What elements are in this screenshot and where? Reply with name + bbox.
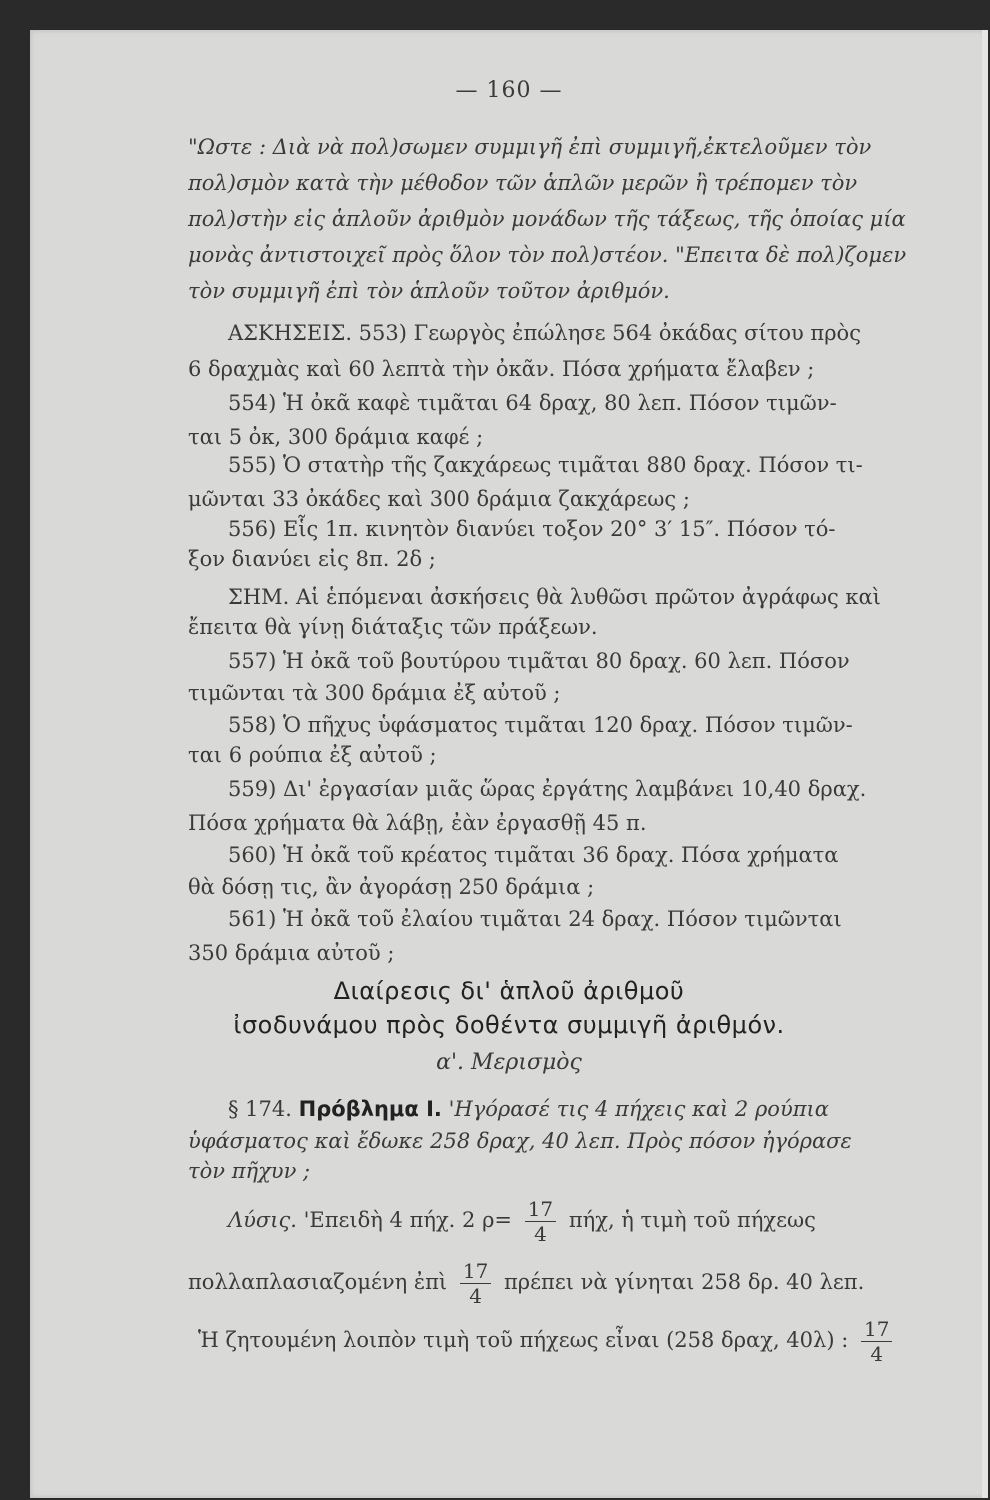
section-heading-line2: ἰσοδυνάμου πρὸς δοθέντα συμμιγῆ ἀριθμόν.: [233, 1011, 785, 1039]
exercise-line: 559) Δι' ἐργασίαν μιᾶς ὥρας ἐργάτης λαμβάνει 10,40 δραχ.: [228, 777, 867, 801]
problem-text: 'Ηγόρασέ τις 4 πήχεις καὶ 2 ρούπια: [448, 1097, 829, 1121]
section-number: § 174.: [228, 1097, 292, 1121]
fraction-numerator: 17: [462, 1259, 489, 1283]
fraction-numerator: 17: [863, 1317, 890, 1341]
fraction: [460, 1261, 491, 1306]
exercise-line: 557) Ἡ ὀκᾶ τοῦ βουτύρου τιμᾶται 80 δραχ. 60 λεπ. Πόσον: [228, 649, 850, 673]
section-heading-line1: Διαίρεσις δι' ἁπλοῦ ἀριθμοῦ: [333, 977, 685, 1005]
exercise-line: 558) Ὁ πῆχυς ὑφάσματος τιμᾶται 120 δραχ. Πόσον τιμῶν-: [228, 713, 853, 737]
exercise-line: ται 5 ὀκ, 300 δράμια καφέ ;: [188, 425, 484, 449]
exercise-line: 6 δραχμὰς καὶ 60 λεπτὰ τὴν ὀκᾶν. Πόσα χρήματα ἔλαβεν ;: [188, 357, 815, 381]
page-content: [30, 30, 988, 1498]
intro-line: πολ)σμὸν κατὰ τὴν μέθοδον τῶν ἁπλῶν μερῶν ἢ τρέπομεν τὸν: [188, 171, 858, 195]
intro-line: τὸν συμμιγῆ ἐπὶ τὸν ἁπλοῦν τοῦτον ἀριθμόν.: [188, 279, 670, 303]
problem-title: Πρόβλημα Ι.: [298, 1097, 442, 1121]
solution-label: Λύσις.: [228, 1208, 297, 1232]
solution-line: [228, 1190, 988, 1250]
fraction-denominator: 4: [534, 1222, 547, 1246]
exercise-line: 561) Ἡ ὀκᾶ τοῦ ἐλαίου τιμᾶται 24 δραχ. Πόσον τιμῶνται: [228, 907, 842, 931]
solution-text: Ἡ ζητουμένη λοιπὸν τιμὴ τοῦ πήχεως εἶναι (258 δραχ, 40λ) :: [198, 1328, 849, 1352]
solution-text: πρέπει νὰ γίνηται 258 δρ. 40 λεπ.: [504, 1270, 865, 1294]
intro-line: μονὰς ἀντιστοιχεῖ πρὸς ὅλον τὸν πολ)στέον. "Επειτα δὲ πολ)ζομεν: [188, 243, 907, 267]
intro-line: πολ)στὴν εἰς ἁπλοῦν ἀριθμὸν μονάδων τῆς τάξεως, τῆς ὁποίας μία: [188, 207, 906, 231]
solution-text: πήχ, ἡ τιμὴ τοῦ πήχεως: [568, 1208, 816, 1232]
solution-line: [188, 1252, 988, 1312]
exercise-line: θὰ δόσῃ τις, ἂν ἀγοράσῃ 250 δράμια ;: [188, 875, 595, 899]
fraction-denominator: 4: [469, 1284, 482, 1308]
exercise-line: ται 6 ρούπια ἐξ αὐτοῦ ;: [188, 743, 437, 767]
fraction: [525, 1199, 556, 1244]
solution-line: [198, 1310, 988, 1370]
solution-text: πολλαπλασιαζομένη ἐπὶ: [188, 1270, 448, 1294]
problem-line: τὸν πῆχυν ;: [188, 1159, 311, 1183]
exercise-line: τιμῶνται τὰ 300 δράμια ἐξ αὐτοῦ ;: [188, 681, 561, 705]
book-page: [30, 30, 988, 1498]
exercise-line: ΑΣΚΗΣΕΙΣ. 553) Γεωργὸς ἐπώλησε 564 ὀκάδας σίτου πρὸς: [228, 321, 861, 345]
exercise-line: 350 δράμια αὐτοῦ ;: [188, 941, 395, 965]
exercise-line: 555) Ὁ στατὴρ τῆς ζακχάρεως τιμᾶται 880 δραχ. Πόσον τι-: [228, 453, 863, 477]
problem-line: [228, 1094, 988, 1124]
exercise-line: 560) Ἡ ὀκᾶ τοῦ κρέατος τιμᾶται 36 δραχ. Πόσα χρήματα: [228, 843, 839, 867]
fraction-numerator: 17: [527, 1197, 554, 1221]
problem-line: ὑφάσματος καὶ ἔδωκε 258 δραχ, 40 λεπ. Πρὸς πόσον ἠγόρασε: [188, 1129, 852, 1153]
solution-text: 'Επειδὴ 4 πήχ. 2 ρ=: [303, 1208, 513, 1232]
exercise-line: Πόσα χρήματα θὰ λάβῃ, ἐὰν ἐργασθῇ 45 π.: [188, 811, 647, 835]
subheading: α'. Μερισμὸς: [436, 1050, 582, 1075]
page-number: — 160 —: [455, 78, 563, 103]
note-line: ΣΗΜ. Αἱ ἑπόμεναι ἀσκήσεις θὰ λυθῶσι πρῶτον ἀγράφως καὶ: [228, 585, 881, 609]
exercise-line: 556) Εἷς 1π. κινητὸν διανύει τοξον 20° 3′ 15″. Πόσον τό-: [228, 517, 836, 541]
fraction: [861, 1319, 892, 1364]
exercise-line: 554) Ἡ ὀκᾶ καφὲ τιμᾶται 64 δραχ, 80 λεπ. Πόσον τιμῶν-: [228, 391, 837, 415]
intro-line: "Ωστε : Διὰ νὰ πολ)σωμεν συμμιγῆ ἐπὶ συμμιγῆ,ἐκτελοῦμεν τὸν: [188, 135, 872, 159]
note-line: ἔπειτα θὰ γίνῃ διάταξις τῶν πράξεων.: [188, 615, 598, 639]
exercise-line: μῶνται 33 ὀκάδες καὶ 300 δράμια ζακχάρεως ;: [188, 487, 690, 511]
exercise-line: ξον διανύει εἰς 8π. 2δ ;: [188, 547, 436, 571]
fraction-denominator: 4: [870, 1342, 884, 1366]
